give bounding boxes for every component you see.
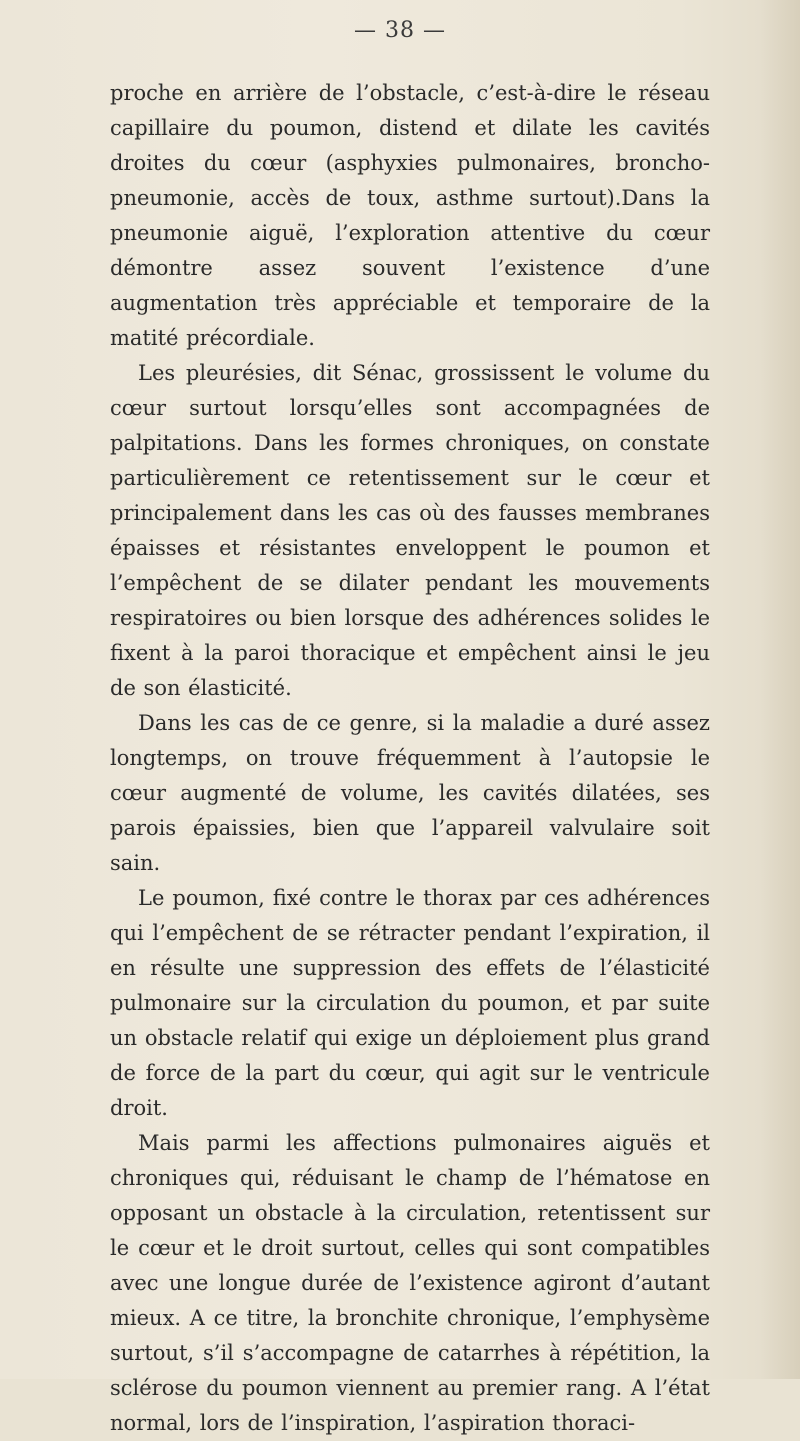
paragraph-2: Les pleurésies, dit Sénac, grossissent le volume du cœur surtout lorsqu’elles sont accompagnées de palpitations. Dans les formes chroniques, on constate particulièrement ce retentissement sur le cœur et principalement dans les cas où des fausses membranes épaisses et résistantes enveloppent le poumon et l’empêchent de se dilater pendant les mouvements respiratoires ou bien lorsque des adhérences solides le fixent à la paroi thoracique et empêchent ainsi le jeu de son élasticité. (110, 361, 710, 700)
page-edge-shadow (760, 0, 800, 1379)
paragraph-3: Dans les cas de ce genre, si la maladie a duré assez longtemps, on trouve fréquemment à l’autopsie le cœur augmenté de volume, les cavités dilatées, ses parois épaissies, bien que l’appareil valvulaire soit sain. (110, 711, 710, 875)
paragraph-4: Le poumon, fixé contre le thorax par ces adhérences qui l’empêchent de se rétracter pendant l’expiration, il en résulte une suppression des effets de l’élasticité pulmonaire sur la circulation du poumon, et par suite un obstacle relatif qui exige un déploiement plus grand de force de la part du cœur, qui agit sur le ventricule droit. (110, 886, 710, 1120)
paragraph-1: proche en arrière de l’obstacle, c’est-à-dire le réseau capillaire du poumon, distend et dilate les cavités droites du cœur (asphyxies pulmonaires, broncho-pneumonie, accès de toux, asthme surtout).Dans la pneumonie aiguë, l’exploration attentive du cœur démontre assez souvent l’existence d’une augmentation très appréciable et temporaire de la matité précordiale. (110, 81, 710, 350)
paragraph-5: Mais parmi les affections pulmonaires aiguës et chroniques qui, réduisant le champ de l’hématose en opposant un obstacle à la circulation, retentissent sur le cœur et le droit surtout, celles qui sont compatibles avec une longue durée de l’existence agiront d’autant mieux. A ce titre, la bronchite chronique, l’emphysème surtout, s’il s’accompagne de catarrhes à répétition, la sclérose du poumon viennent au premier rang. A l’état normal, lors de l’inspiration, l’aspiration thoraci- (110, 1131, 710, 1435)
page-number: — 38 — (354, 18, 446, 43)
body-text (110, 76, 710, 1441)
